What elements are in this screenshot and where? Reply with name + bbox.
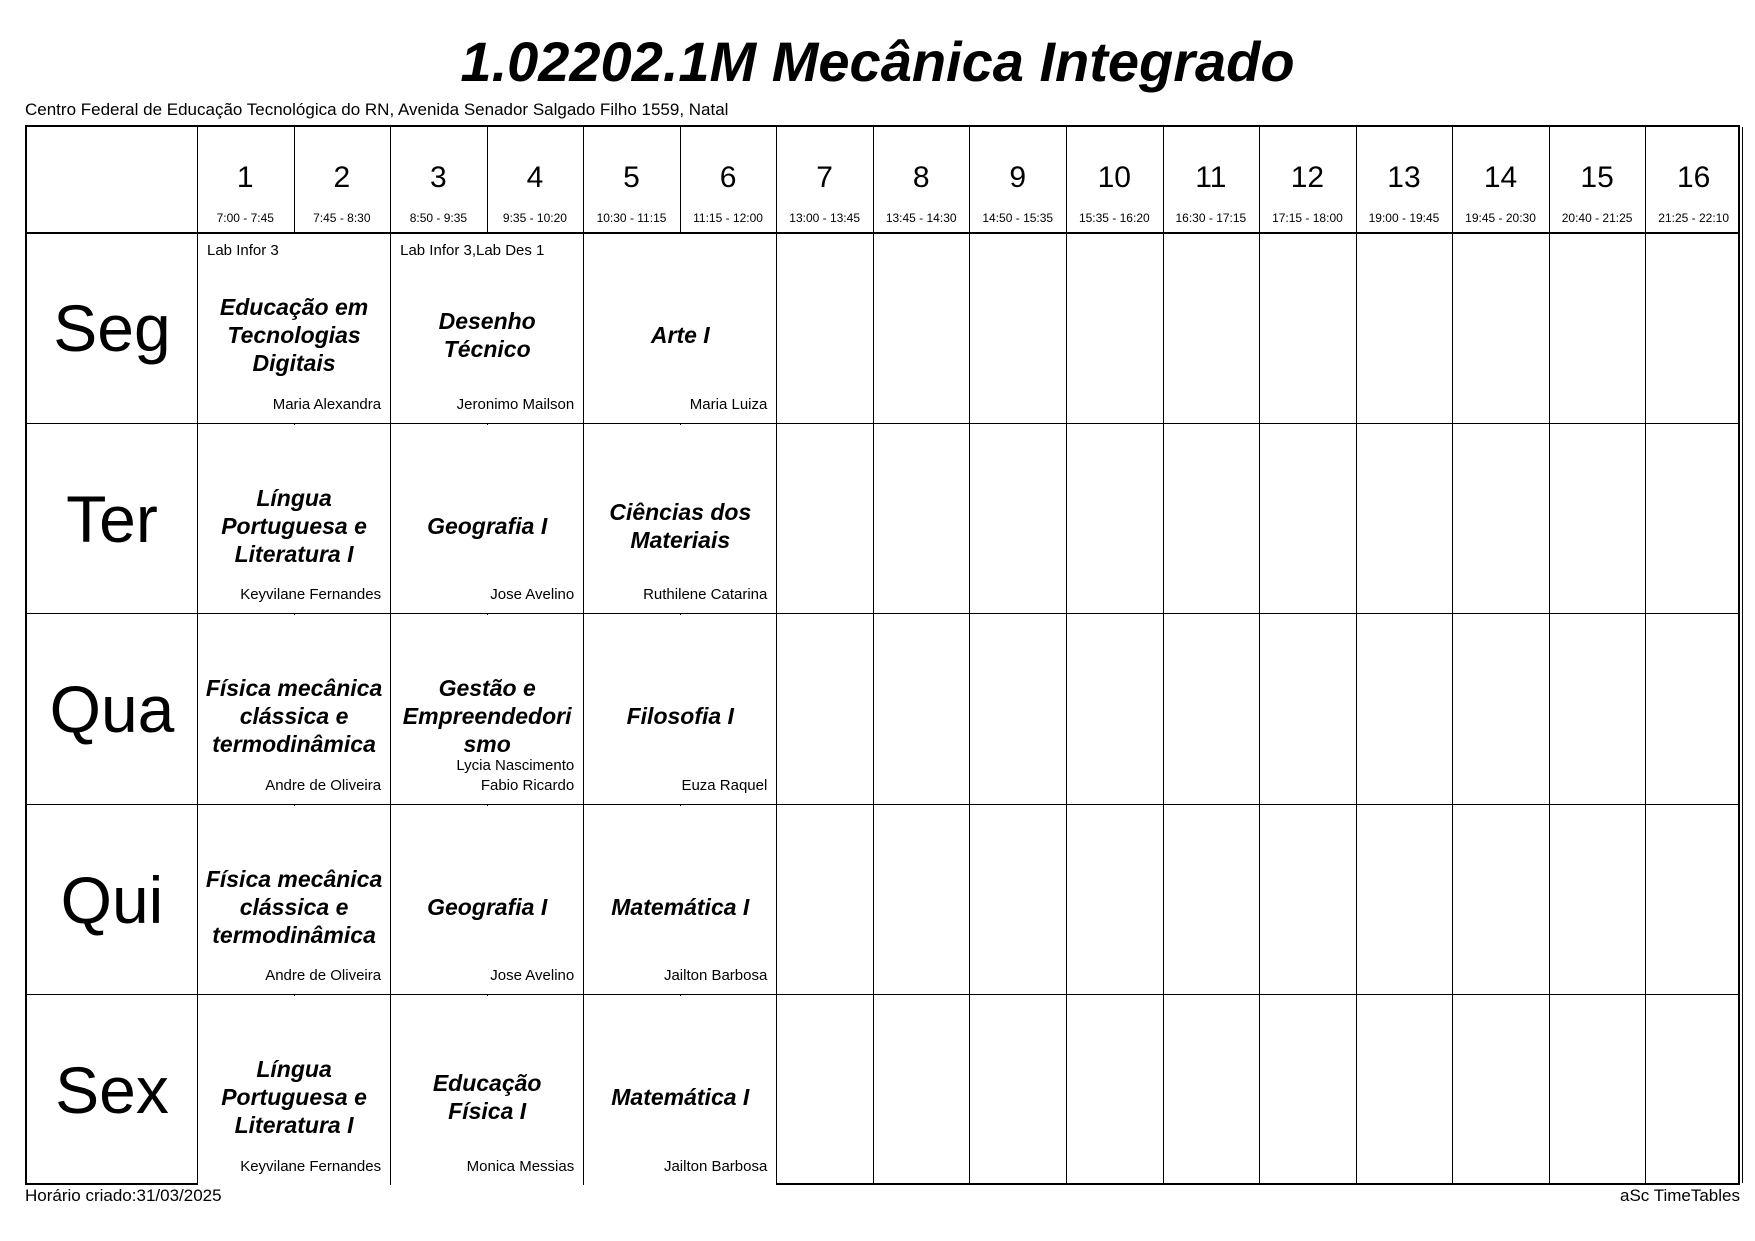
lesson-teacher: Euza Raquel <box>681 776 768 794</box>
period-time: 11:15 - 12:00 <box>693 211 763 225</box>
lesson-subject-text: Gestão e Empreendedorismo <box>402 675 572 758</box>
lesson-teacher: Maria Luiza <box>689 395 768 413</box>
lesson-room: Lab Infor 3,Lab Des 1 <box>400 242 545 259</box>
grid-column-line <box>776 127 777 1183</box>
period-number: 6 <box>719 161 737 194</box>
period-number: 3 <box>430 161 447 194</box>
period-header <box>1163 127 1260 232</box>
period-number: 7 <box>816 161 833 194</box>
grid-row-line <box>27 804 1738 805</box>
lesson-subject-text: Língua Portuguesa e Literatura I <box>221 484 367 567</box>
period-header <box>1356 127 1453 232</box>
period-header <box>294 127 391 232</box>
grid-column-line <box>1549 127 1550 1183</box>
period-number: 9 <box>1009 161 1027 194</box>
lesson-teachers <box>490 966 574 986</box>
lesson-teachers <box>681 776 767 796</box>
period-number: 2 <box>333 161 351 194</box>
grid-column-line <box>969 127 970 1183</box>
lesson-subject <box>590 475 770 578</box>
lesson-teacher: Lycia Nascimento <box>456 756 575 774</box>
lesson-subject <box>204 475 384 578</box>
period-time: 19:45 - 20:30 <box>1465 211 1536 225</box>
period-time: 15:35 - 16:20 <box>1078 211 1150 225</box>
lesson-teachers <box>240 585 381 605</box>
lesson-teacher: Ruthilene Catarina <box>643 586 768 603</box>
lesson-cell <box>391 996 583 1185</box>
period-number: 1 <box>236 161 254 194</box>
created-date: Horário criado:31/03/2025 <box>25 1186 222 1205</box>
lesson-subject-text: Física mecânica clássica e termodinâmica <box>205 865 383 948</box>
lesson-subject-text: Matemática I <box>611 1084 750 1111</box>
lesson-cell <box>391 234 583 423</box>
lesson-subject <box>397 856 577 959</box>
period-time: 8:50 - 9:35 <box>409 211 468 225</box>
lesson-subject <box>204 856 384 959</box>
period-time: 13:00 - 13:45 <box>789 211 860 225</box>
lesson-cell <box>391 615 583 804</box>
lesson-subject-text: Matemática I <box>611 893 750 920</box>
period-time: 9:35 - 10:20 <box>502 211 567 225</box>
period-header <box>390 127 487 232</box>
grid-column-line <box>1066 127 1067 1183</box>
grid-column-line <box>1742 127 1743 1183</box>
lesson-cell <box>391 425 583 614</box>
period-time: 17:15 - 18:00 <box>1272 211 1343 225</box>
period-time: 13:45 - 14:30 <box>885 211 957 225</box>
lesson-subject <box>204 665 384 768</box>
lesson-subject-text: Ciências dos Materiais <box>609 498 752 553</box>
period-header <box>1452 127 1549 232</box>
lesson-teachers <box>273 395 381 415</box>
lesson-subject <box>397 475 577 578</box>
lesson-subject-text: Educação Física I <box>432 1070 542 1125</box>
lesson-subject <box>590 1046 770 1149</box>
period-header <box>873 127 970 232</box>
period-number: 16 <box>1676 161 1711 194</box>
period-time: 16:30 - 17:15 <box>1175 211 1247 225</box>
lesson-subject-text: Desenho Técnico <box>438 308 536 363</box>
day-label: Ter <box>66 481 158 556</box>
period-header <box>1645 127 1742 232</box>
grid-column-line <box>1356 127 1357 1183</box>
timetable-grid <box>25 125 1740 1185</box>
lesson-cell <box>198 615 390 804</box>
lesson-cell <box>584 996 776 1185</box>
lesson-teacher: Jeronimo Mailson <box>456 395 575 413</box>
period-number: 14 <box>1483 161 1518 194</box>
lesson-subject <box>397 284 577 387</box>
day-label: Sex <box>55 1053 169 1128</box>
lesson-cell <box>391 806 583 995</box>
period-header <box>1066 127 1163 232</box>
grid-column-line <box>1645 127 1646 1183</box>
lesson-subject <box>204 284 384 387</box>
lesson-teachers <box>690 395 768 415</box>
lesson-teacher: Keyvilane Fernandes <box>240 586 382 603</box>
day-label: Qua <box>49 672 175 747</box>
school-address: Centro Federal de Educação Tecnológica do RN, Avenida Senador Salgado Filho 1559, Natal <box>25 100 729 119</box>
lesson-cell <box>584 425 776 614</box>
lesson-subject-text: Arte I <box>650 322 710 349</box>
lesson-subject-text: Geografia I <box>427 893 548 920</box>
lesson-teacher: Monica Messias <box>466 1157 575 1175</box>
lesson-cell <box>584 615 776 804</box>
lesson-subject <box>397 1046 577 1149</box>
period-time: 7:00 - 7:45 <box>216 211 274 225</box>
lesson-teachers <box>643 585 767 605</box>
lesson-teachers <box>467 1157 575 1177</box>
period-number: 13 <box>1387 161 1421 194</box>
lesson-cell <box>584 234 776 423</box>
period-time: 10:30 - 11:15 <box>596 211 667 225</box>
period-number: 4 <box>526 161 544 194</box>
period-time: 21:25 - 22:10 <box>1658 211 1730 225</box>
lesson-teacher: Jose Avelino <box>490 586 575 603</box>
lesson-subject-text: Educação em Tecnologias Digitais <box>219 294 369 377</box>
period-number: 12 <box>1290 161 1325 194</box>
brand-label: aSc TimeTables <box>1620 1186 1740 1205</box>
page-title: 1.02202.1M Mecânica Integrado <box>460 30 1295 93</box>
grid-column-line <box>1163 127 1164 1183</box>
lesson-cell <box>198 996 390 1185</box>
lesson-teachers <box>265 966 381 986</box>
lesson-teacher: Keyvilane Fernandes <box>240 1157 382 1175</box>
lesson-teachers <box>664 966 767 986</box>
period-time: 19:00 - 19:45 <box>1368 211 1440 225</box>
period-time: 14:50 - 15:35 <box>982 211 1054 225</box>
day-label: Qui <box>60 862 164 937</box>
lesson-subject-text: Língua Portuguesa e Literatura I <box>221 1056 367 1139</box>
period-number: 15 <box>1580 161 1614 194</box>
lesson-teachers <box>457 395 575 415</box>
lesson-subject-text: Filosofia I <box>626 703 734 730</box>
lesson-cell <box>584 806 776 995</box>
lesson-subject <box>204 1046 384 1149</box>
lesson-teacher: Andre de Oliveira <box>265 967 382 984</box>
day-label: Seg <box>53 291 171 366</box>
lesson-subject-text: Geografia I <box>427 512 548 539</box>
period-header <box>1259 127 1356 232</box>
period-number: 10 <box>1097 161 1131 194</box>
lesson-teachers <box>490 585 574 605</box>
lesson-teacher: Maria Alexandra <box>272 395 382 413</box>
period-header <box>197 127 294 232</box>
lesson-teacher: Andre de Oliveira <box>265 776 382 794</box>
grid-column-line <box>873 127 874 1183</box>
period-header <box>776 127 873 232</box>
lesson-teachers <box>240 1157 381 1177</box>
lesson-teacher: Jose Avelino <box>490 967 575 984</box>
lesson-cell <box>198 806 390 995</box>
grid-column-line <box>1259 127 1260 1183</box>
lesson-teacher: Fabio Ricardo <box>480 776 575 794</box>
lesson-subject <box>590 856 770 959</box>
period-time: 20:40 - 21:25 <box>1561 211 1633 225</box>
lesson-subject <box>397 665 577 768</box>
grid-column-line <box>1452 127 1453 1183</box>
grid-row-line <box>27 994 1738 995</box>
period-number: 5 <box>623 161 640 194</box>
lesson-room: Lab Infor 3 <box>207 242 279 259</box>
lesson-teacher: Jailton Barbosa <box>663 967 768 984</box>
grid-row-line <box>27 613 1738 614</box>
period-header <box>1549 127 1646 232</box>
lesson-teachers <box>265 776 381 796</box>
period-number: 11 <box>1195 161 1227 194</box>
lesson-subject <box>590 665 770 768</box>
lesson-subject <box>590 284 770 387</box>
period-header <box>583 127 680 232</box>
period-header <box>969 127 1066 232</box>
period-header <box>680 127 777 232</box>
grid-row-line <box>27 423 1738 424</box>
period-time: 7:45 - 8:30 <box>313 211 371 225</box>
lesson-teacher: Jailton Barbosa <box>663 1157 768 1175</box>
lesson-teachers <box>456 756 574 796</box>
lesson-teachers <box>664 1157 767 1177</box>
lesson-cell <box>198 234 390 423</box>
period-number: 8 <box>912 161 930 194</box>
lesson-subject-text: Física mecânica clássica e termodinâmica <box>205 675 383 758</box>
lesson-cell <box>198 425 390 614</box>
period-header <box>487 127 584 232</box>
